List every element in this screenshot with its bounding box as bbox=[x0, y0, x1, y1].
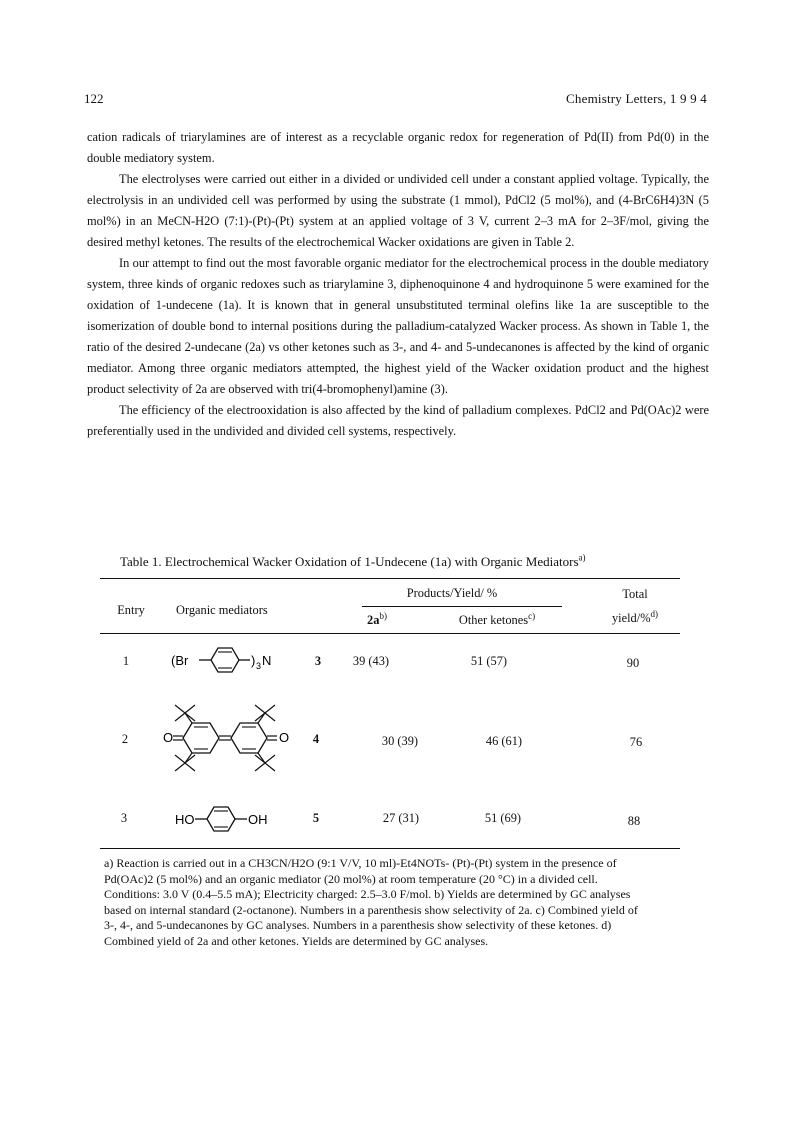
header-mediators: Organic mediators bbox=[176, 603, 268, 617]
row3-yield-2a: 27 (31) bbox=[382, 811, 420, 825]
row2-total: 76 bbox=[629, 735, 643, 749]
journal-header: Chemistry Letters, 1 9 9 4 bbox=[566, 91, 707, 106]
diphenoquinone-structure bbox=[162, 700, 312, 775]
table-caption-text: Table 1. Electrochemical Wacker Oxidation of 1-Undecene (1a) with Organic Mediators bbox=[120, 554, 579, 569]
table-top-rule bbox=[100, 578, 680, 579]
row1-total: 90 bbox=[626, 656, 640, 670]
row3-compound: 5 bbox=[312, 811, 320, 825]
header-other-text: Other ketones bbox=[458, 613, 529, 627]
paragraph-4: The efficiency of the electrooxidation is also affected by the kind of palladium complexes. PdCl2 and Pd(OAc)2 were preferentially used in the undivided and divided cell systems, respectively. bbox=[87, 403, 709, 438]
header-other-ketones bbox=[458, 610, 536, 628]
table-caption bbox=[120, 554, 586, 570]
products-rule bbox=[362, 606, 562, 607]
header-total-bottom bbox=[611, 608, 659, 626]
row1-yield-2a: 39 (43) bbox=[352, 654, 390, 668]
hydroquinone-structure bbox=[174, 800, 294, 838]
table-header-rule bbox=[100, 633, 680, 634]
header-2a-text: 2a bbox=[367, 613, 380, 627]
struct3-ho: HO bbox=[175, 812, 195, 827]
struct2-o-left: O bbox=[163, 730, 174, 745]
header-entry: Entry bbox=[117, 603, 145, 617]
struct3-oh: OH bbox=[248, 812, 268, 827]
row2-compound: 4 bbox=[312, 732, 320, 746]
struct1-paren: ) bbox=[251, 653, 256, 668]
paragraph-3: In our attempt to find out the most favorable organic mediator for the electrochemical process in the double mediatory system, three kinds of organic redoxes such as triarylamine 3, diphenoquinone 4 and hydroquinone 5 were examined for the oxidation of 1-undecene (1a). It is known that in general unsubstituted terminal olefins like 1a are susceptible to the isomerization of double bond to internal positions during the palladium-catalyzed Wacker process. As shown in Table 1, the ratio of the desired 2-undecane (2a) vs other ketones such as 3-, and 4- and 5-undecanones is affected by the kind of organic mediator. Among three organic mediators attempted, the highest yield of the Wacker oxidation product and the highest product selectivity of 2a are observed with tri(4-bromophenyl)amine (3). bbox=[87, 256, 709, 396]
paragraph-2: The electrolyses were carried out either in a divided or undivided cell under a constant applied voltage. Typically, the electrolysis in an undivided cell was performed by using the substrate (1 mmol), PdCl2 (5 mol%), and (4-BrC6H4)3N (5 mol%) in an MeCN-H2O (7:1)-(Pt)-(Pt) system at an applied voltage of 3 V, current 2–3 mA for 2–3F/mol, giving the desired methyl ketones. The results of the electrochemical Wacker oxidations are given in Table 2. bbox=[87, 172, 709, 249]
header-products: Products/Yield/ % bbox=[406, 586, 498, 600]
page-number: 122 bbox=[84, 91, 104, 106]
paragraph-1: cation radicals of triarylamines are of interest as a recyclable organic redox for regeneration of Pd(II) from Pd(0) in the double mediatory system. bbox=[87, 130, 709, 165]
struct2-o-right: O bbox=[279, 730, 290, 745]
body-text bbox=[87, 127, 709, 442]
header-2a bbox=[367, 610, 387, 628]
row1-entry: 1 bbox=[122, 654, 130, 668]
row3-other: 51 (69) bbox=[484, 811, 522, 825]
row3-total: 88 bbox=[627, 814, 641, 828]
header-total-text: yield/% bbox=[611, 611, 651, 625]
table-caption-sup: a) bbox=[578, 552, 586, 563]
header-other-sup: c) bbox=[528, 610, 536, 621]
table-bottom-rule bbox=[100, 848, 680, 849]
row2-yield-2a: 30 (39) bbox=[381, 734, 419, 748]
header-total-top: Total bbox=[622, 587, 648, 601]
struct1-sub: 3 bbox=[256, 661, 262, 671]
row1-other: 51 (57) bbox=[470, 654, 508, 668]
triarylamine-structure bbox=[170, 642, 310, 678]
header-2a-sup: b) bbox=[379, 610, 387, 621]
row1-compound: 3 bbox=[314, 654, 322, 668]
struct1-br-label: (Br bbox=[171, 653, 189, 668]
header-total-sup: d) bbox=[650, 608, 659, 619]
row2-other: 46 (61) bbox=[485, 734, 523, 748]
table-footnote bbox=[104, 856, 644, 950]
footnote-text: a) Reaction is carried out in a CH3CN/H2O (9:1 V/V, 10 ml)-Et4NOTs- (Pt)-(Pt) system in the presence of Pd(OAc)2 (5 mol%) and an organic mediator (20 mol%) at room temperature (20 °C) in a divided cell. Conditions: 3.0 V (0.4–5.5 mA); Electricity charged: 2.5–3.0 F/mol. b) Yields are determined by GC analyses based on internal standard (2-octanone). Numbers in a parenthesis show selectivity of 2a. c) Combined yield of 3-, 4-, and 5-undecanones by GC analyses. Numbers in a parenthesis show selectivity of these ketones. d) Combined yield of 2a and other ketones. Yields are determined by GC analyses. bbox=[104, 856, 638, 948]
struct1-n: N bbox=[262, 653, 272, 668]
row3-entry: 3 bbox=[120, 811, 128, 825]
row2-entry: 2 bbox=[121, 732, 129, 746]
